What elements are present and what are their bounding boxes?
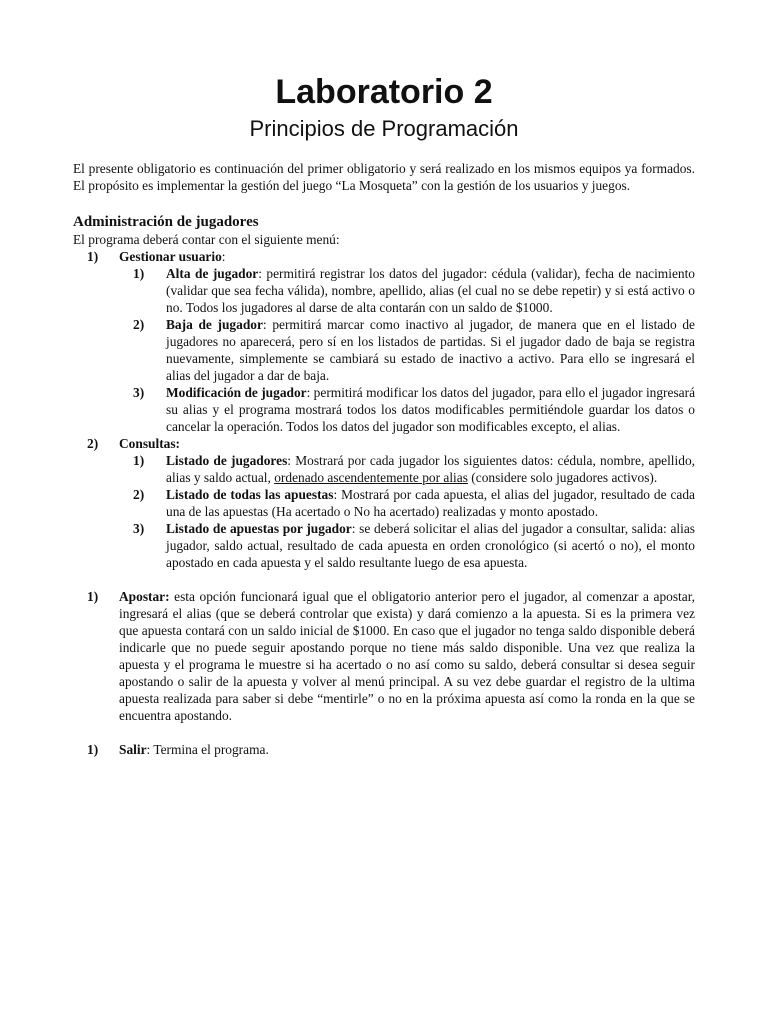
item-text: : se deberá solicitar el alias del jugador a consultar, salida: alias jugador, saldo actual, resultado de cada apuesta en orden cronológico (si acertó o no), el monto apostado en cada apuesta y el saldo resultante luego de esa apuesta.: [166, 521, 696, 570]
menu-item-salir: [73, 741, 695, 758]
menu-item-apostar: [73, 588, 695, 724]
item-text: esta opción funcionará igual que el obligatorio anterior pero el jugador, al comenzar a apostar, ingresará el alias (que se deberá controlar que exista) y dará comienzo a la apuesta. Si es la primera vez que apuesta contará con un saldo inicial de $1000. En caso que el jugador no tenga saldo disponible deberá indicarle que no puede seguir apostando porque no tiene más saldo disponible. Una vez que realiza la apuesta y el programa le muestre si ha acertado o no así como su saldo, deberá consultar si desea seguir apostando o salir de la apuesta y volver al menú principal. A su vez debe guardar el registro de la ultima apuesta realizada para saber si debe “mentirle” o no en la próxima apuesta así como la ronda en la que se encuentra apostando.: [119, 589, 695, 723]
item-number: 2): [133, 317, 145, 332]
item-label: Apostar:: [119, 589, 170, 604]
item-suffix: :: [221, 249, 226, 264]
item-label: Consultas:: [119, 436, 181, 451]
document-subtitle: Principios de Programación: [249, 116, 519, 141]
menu-item-gestionar-usuario: [73, 248, 695, 265]
section-heading: Administración de jugadores: [73, 214, 259, 230]
item-number: 3): [133, 521, 145, 536]
item-number: 1): [87, 589, 99, 604]
document-body: [73, 160, 695, 758]
item-number: 2): [87, 436, 99, 451]
item-label: Listado de jugadores: [166, 453, 288, 468]
item-number: 3): [133, 385, 145, 400]
item-text: : Mostrará por cada jugador los siguientes datos: cédula, nombre, apellido, alias y saldo actual,: [166, 453, 695, 485]
submenu-item-baja: [73, 316, 695, 384]
item-text: : permitirá registrar los datos del jugador: cédula (validar), fecha de nacimiento (validar que sea fecha válida), nombre, apellido, alias (el cual no se debe repetir) y si está activo o no. Todos los jugadores al darse de alta contarán con un saldo de $1000.: [166, 266, 695, 315]
item-label: Listado de todas las apuestas: [166, 487, 334, 502]
submenu-item-modificacion: [73, 384, 695, 435]
item-underlined-text: ordenado ascendentemente por alias: [274, 470, 468, 485]
item-label: Baja de jugador: [166, 317, 263, 332]
item-label: Salir: [119, 742, 147, 757]
submenu-item-listado-jugadores: [73, 452, 695, 486]
item-text: : Mostrará por cada apuesta, el alias del jugador, resultado de cada una de las apuestas (Ha acertado o No ha acertado) realizadas y monto apostado.: [166, 487, 695, 519]
item-text: : Termina el programa.: [146, 742, 269, 757]
section-lead: El programa deberá contar con el siguiente menú:: [73, 232, 340, 247]
item-number: 1): [87, 742, 99, 757]
item-number: 2): [133, 487, 145, 502]
item-label: Alta de jugador: [166, 266, 259, 281]
document-title: Laboratorio 2: [275, 73, 493, 111]
item-text: : permitirá marcar como inactivo al jugador, de manera que en el listado de jugadores no aparecerá, pero sí en los listados de partidas. Si el jugador dado de baja se registra nuevamente, simplemente se cambiará su estado de inactivo a activo. Para ello se ingresará el alias del jugador a dar de baja.: [166, 317, 695, 383]
item-label: Gestionar usuario: [119, 249, 222, 264]
item-text-end: (considere solo jugadores activos).: [467, 470, 658, 485]
item-number: 1): [133, 453, 145, 468]
submenu-item-listado-apuestas: [73, 486, 695, 520]
item-text: : permitirá modificar los datos del jugador, para ello el jugador ingresará su alias y el programa mostrará todos los datos modificables permitiéndole guardar los datos o cancelar la operación. Todos los datos del jugador son modificables excepto, el alias.: [166, 385, 696, 434]
spacer: [73, 724, 695, 741]
item-label: Modificación de jugador: [166, 385, 307, 400]
item-number: 1): [133, 266, 145, 281]
spacer: [73, 571, 695, 588]
item-label: Listado de apuestas por jugador: [166, 521, 352, 536]
item-number: 1): [87, 249, 99, 264]
submenu-item-apuestas-por-jugador: [73, 520, 695, 571]
submenu-item-alta: [73, 265, 695, 316]
intro-paragraph: El presente obligatorio es continuación del primer obligatorio y será realizado en los mismos equipos ya formados. El propósito es implementar la gestión del juego “La Mosqueta” con la gestión de los usuarios y juegos.: [73, 161, 695, 193]
menu-item-consultas: [73, 435, 695, 452]
